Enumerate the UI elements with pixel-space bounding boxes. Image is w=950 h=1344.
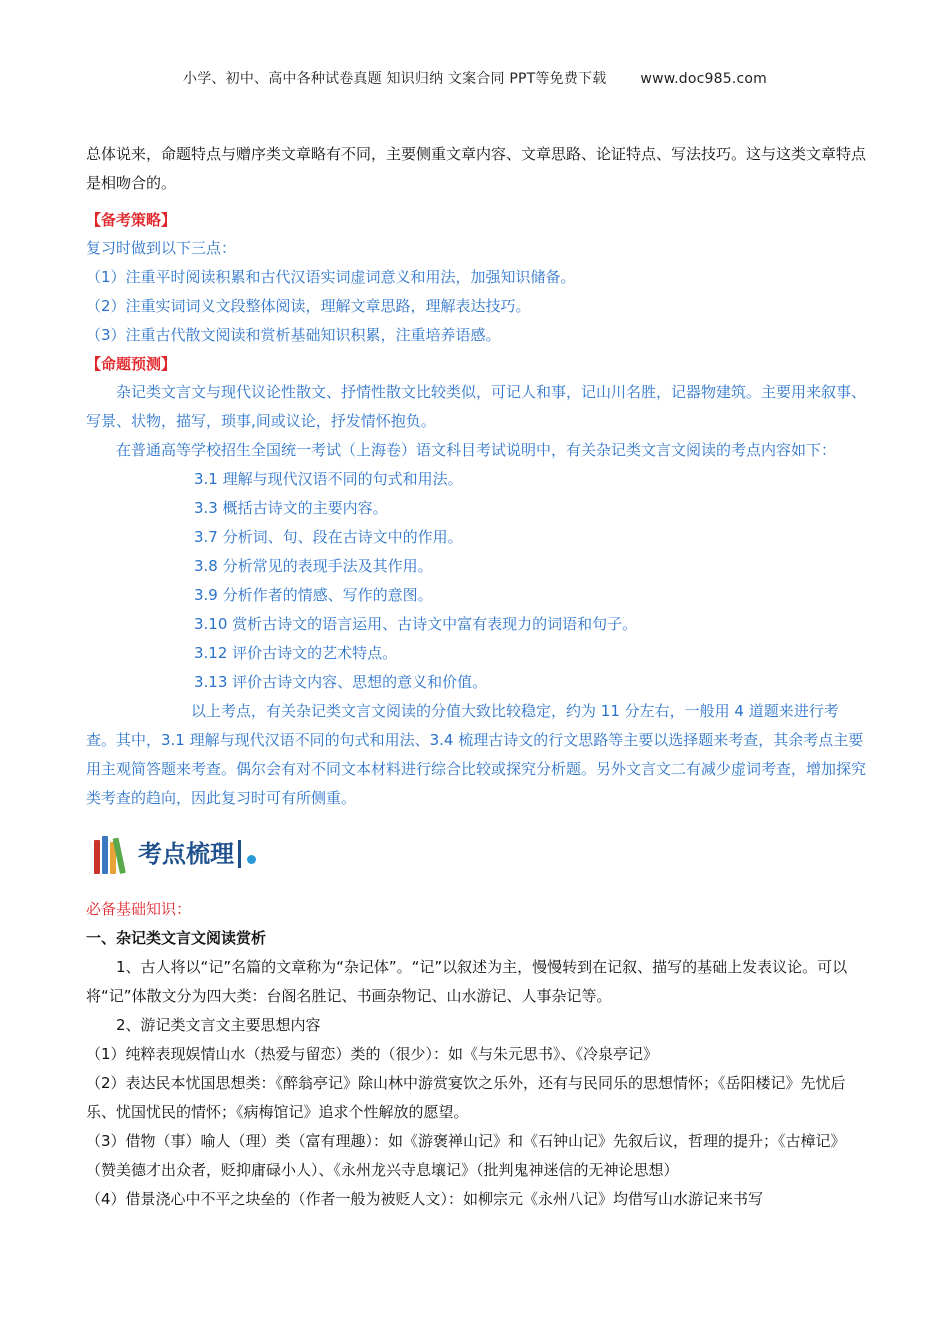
strategy-item: （3）注重古代散文阅读和赏析基础知识积累，注重培养语感。 <box>86 326 501 344</box>
knowledge-item: （1）纯粹表现娱情山水（热爱与留恋）类的（很少）：如《与朱元思书》、《冷泉亭记》 <box>86 1045 659 1063</box>
intro-paragraph: 总体说来，命题特点与赠序类文章略有不同，主要侧重文章内容、文章思路、论证特点、写法技巧。这与这类文章特点是相吻合的。 <box>86 145 867 192</box>
exam-point: 3.3 概括古诗文的主要内容。 <box>194 499 388 517</box>
banner-title: 考点梳理 <box>138 840 241 868</box>
prediction-paragraph: 在普通高等学校招生全国统一考试（上海卷）语文科目考试说明中，有关杂记类文言文阅读的考点内容如下： <box>116 441 837 459</box>
header-url[interactable]: www.doc985.com <box>640 71 767 87</box>
exam-point: 3.7 分析词、句、段在古诗文中的作用。 <box>194 528 463 546</box>
page-header <box>0 68 950 88</box>
strategy-item: （1）注重平时阅读积累和古代汉语实词虚词意义和用法，加强知识储备。 <box>86 268 576 286</box>
books-icon <box>94 834 128 874</box>
banner-dot-icon <box>247 855 256 864</box>
section-banner <box>86 825 866 883</box>
strategy-lead: 复习时做到以下三点： <box>86 239 237 257</box>
exam-point: 3.1 理解与现代汉语不同的句式和用法。 <box>194 470 463 488</box>
exam-point: 3.9 分析作者的情感、写作的意图。 <box>194 586 433 604</box>
knowledge-paragraph: 2、游记类文言文主要思想内容 <box>116 1016 321 1034</box>
exam-point-list <box>194 465 866 697</box>
prediction-paragraph: 杂记类文言文与现代议论性散文、抒情性散文比较类似，可记人和事，记山川名胜，记器物建筑。主要用来叙事、写景、状物，描写，琐事,间或议论，抒发情怀抱负。 <box>86 383 867 430</box>
knowledge-item: （3）借物（事）喻人（理）类（富有理趣）：如《游褒禅山记》和《石钟山记》先叙后议，哲理的提升；《古樟记》（赞美德才出众者，贬抑庸碌小人）、《永州龙兴寺息壤记》（批判鬼神迷信的无神论思想） <box>86 1132 846 1179</box>
prediction-summary: 以上考点，有关杂记类文言文阅读的分值大致比较稳定，约为 11 分左右，一般用 4 道题来进行考查。其中，3.1 理解与现代汉语不同的句式和用法、3.4 梳理古诗文的行文思路等主要以选择题来考查，其余考点主要用主观简答题来考查。偶尔会有对不同文本材料进行综合比较或探究分析题。另外文言文二有减少虚词考查，增加探究类考查的趋向，因此复习时可有所侧重。 <box>86 702 867 807</box>
strategy-item: （2）注重实词词义文段整体阅读，理解文章思路，理解表达技巧。 <box>86 297 531 315</box>
exam-point: 3.13 评价古诗文内容、思想的意义和价值。 <box>194 673 488 691</box>
knowledge-paragraph: 1、古人将以“记”名篇的文章称为“杂记体”。“记”以叙述为主，慢慢转到在记叙、描写的基础上发表议论。可以将“记”体散文分为四大类：台阁名胜记、书画杂物记、山水游记、人事杂记等。 <box>86 958 848 1005</box>
section-title: 一、杂记类文言文阅读赏析 <box>86 929 267 947</box>
exam-point: 3.8 分析常见的表现手法及其作用。 <box>194 557 433 575</box>
knowledge-item: （4）借景浇心中不平之块垒的（作者一般为被贬人文）：如柳宗元《永州八记》均借写山水游记来书写 <box>86 1190 764 1208</box>
knowledge-item: （2）表达民本忧国思想类：《醉翁亭记》除山林中游赏宴饮之乐外，还有与民同乐的思想情怀；《岳阳楼记》先忧后乐、忧国忧民的情怀；《病梅馆记》追求个性解放的愿望。 <box>86 1074 846 1121</box>
knowledge-label: 必备基础知识： <box>86 900 192 918</box>
exam-point: 3.10 赏析古诗文的语言运用、古诗文中富有表现力的词语和句子。 <box>194 615 638 633</box>
prediction-heading: 【命题预测】 <box>86 355 177 373</box>
document-body <box>86 140 866 1214</box>
header-text: 小学、初中、高中各种试卷真题 知识归纳 文案合同 PPT等免费下载 <box>183 71 607 87</box>
exam-point: 3.12 评价古诗文的艺术特点。 <box>194 644 398 662</box>
strategy-heading: 【备考策略】 <box>86 211 177 229</box>
